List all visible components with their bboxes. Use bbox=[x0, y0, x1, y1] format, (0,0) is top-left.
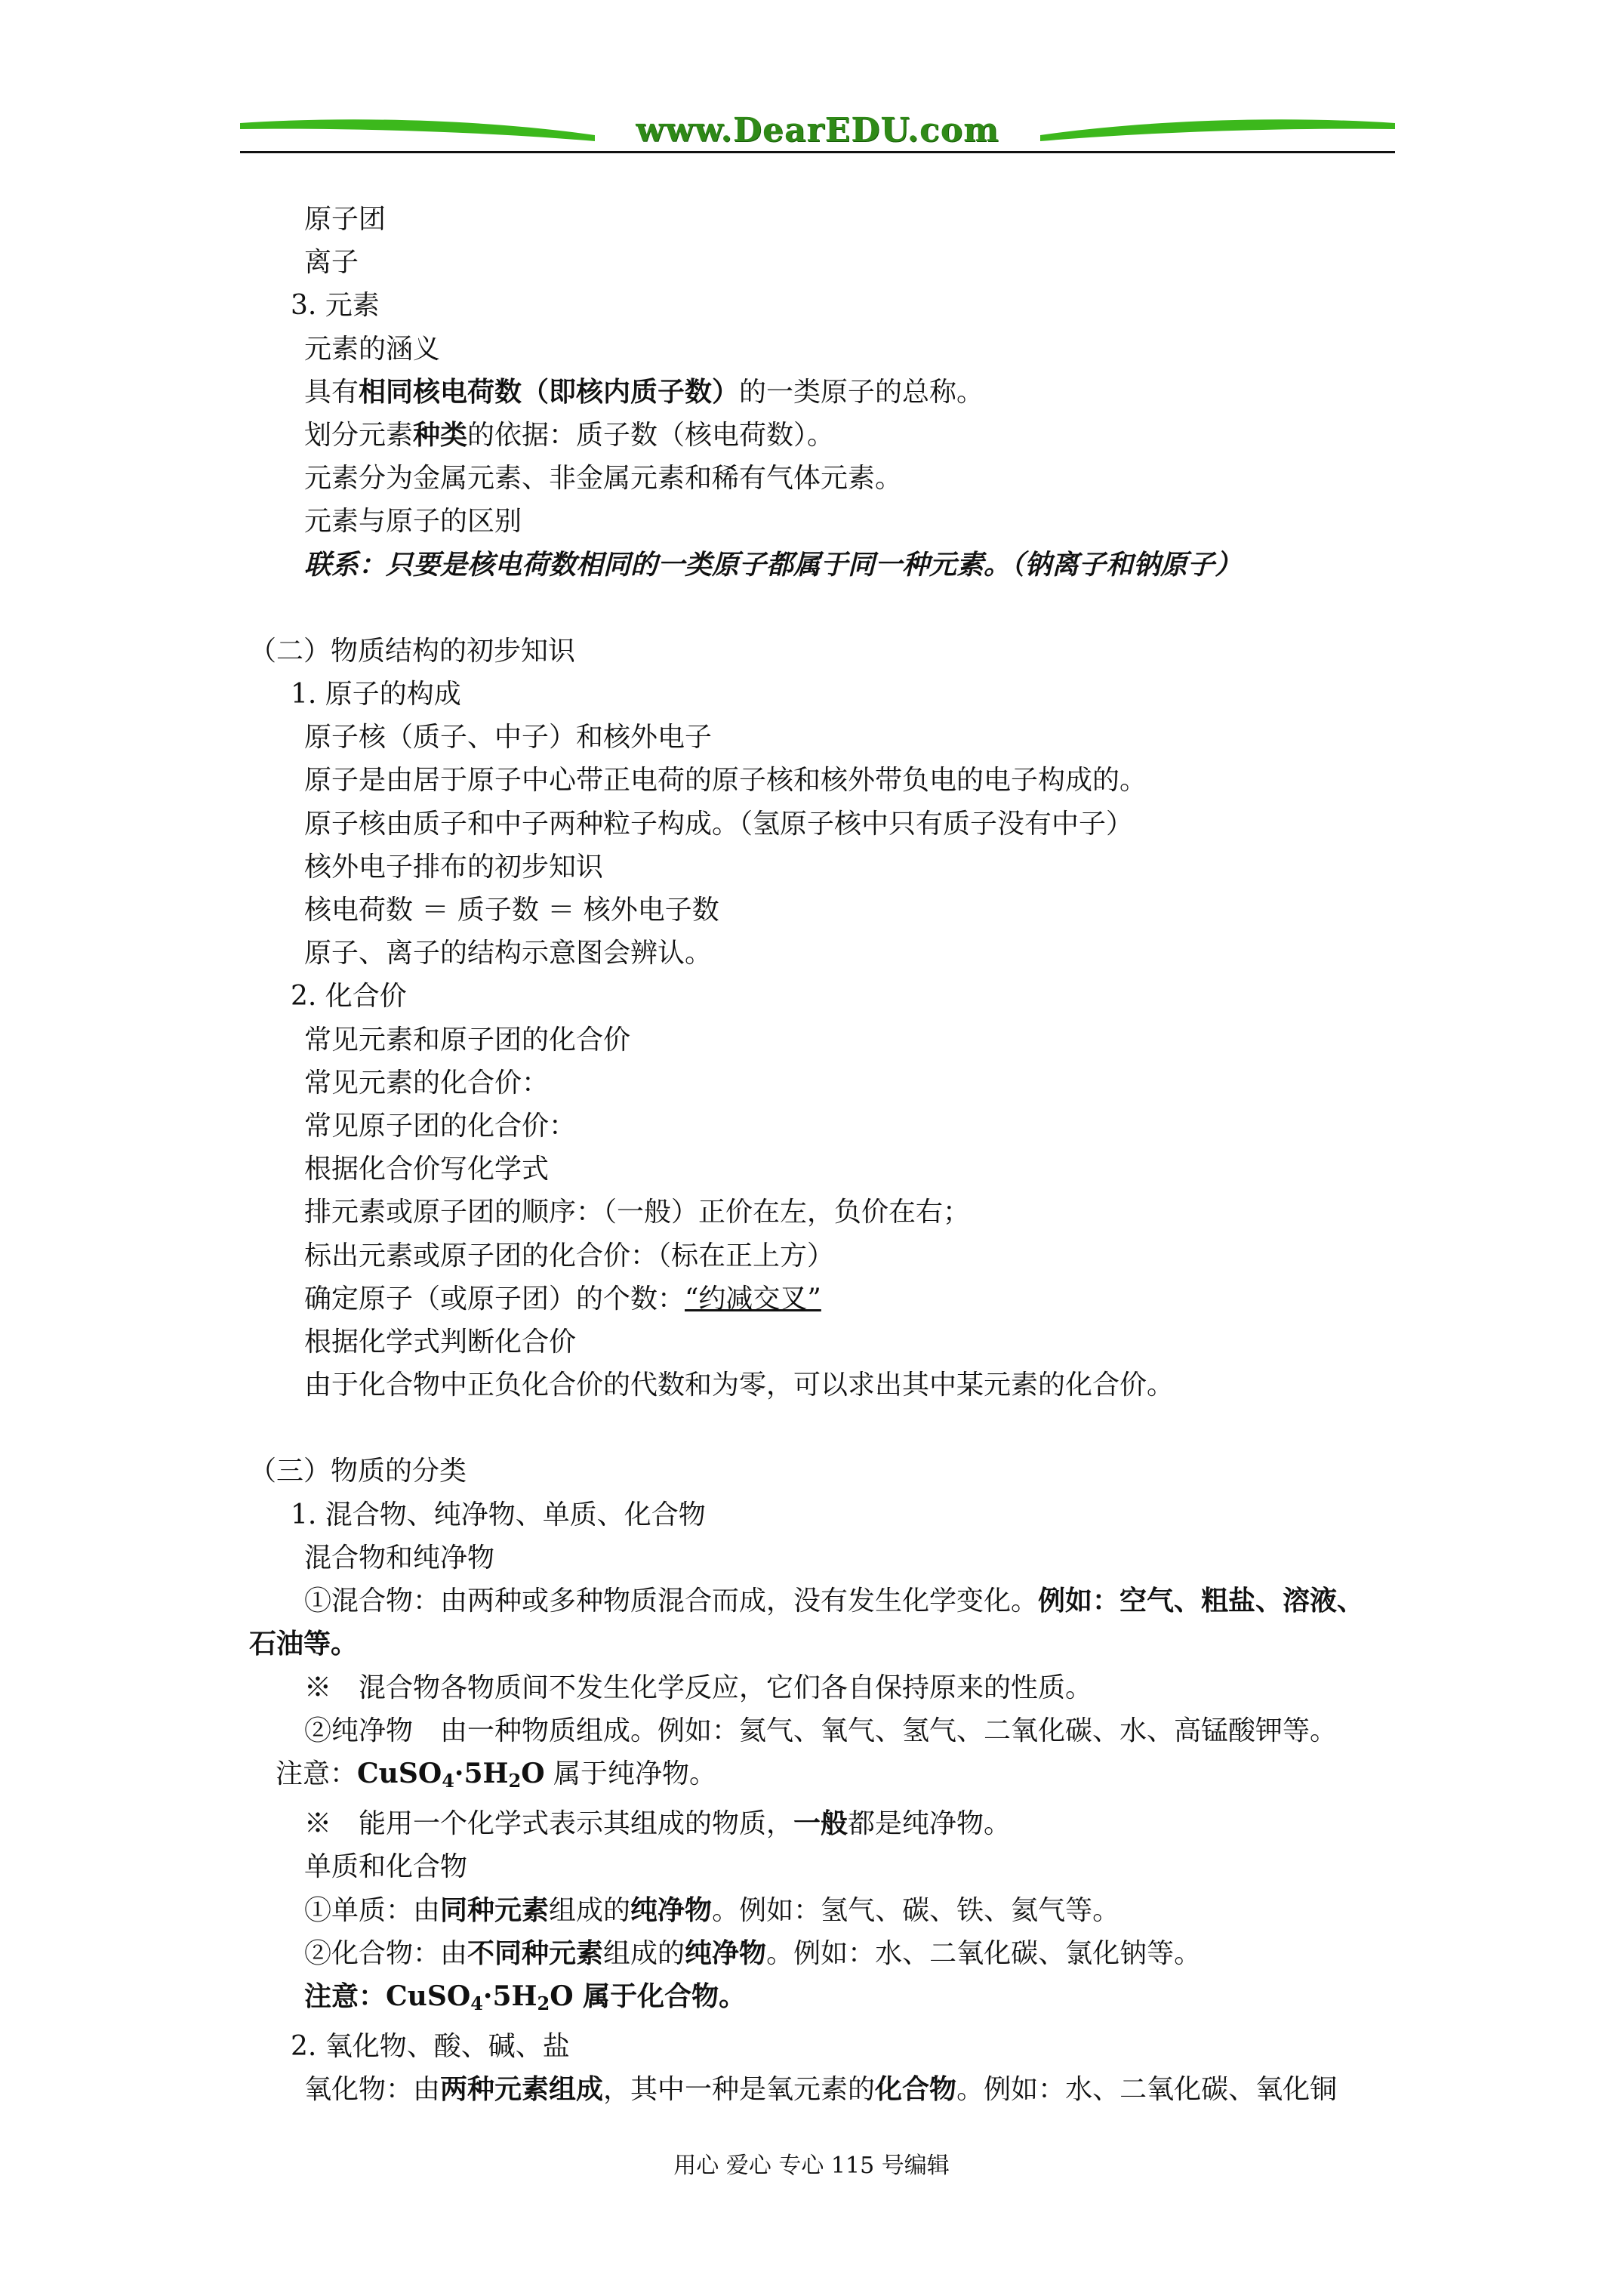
text-line: 原子、离子的结构示意图会辨认。 bbox=[304, 938, 713, 969]
text-line: 根据化学式判断化合价 bbox=[304, 1327, 577, 1358]
text-line: 元素与原子的区别 bbox=[304, 506, 522, 538]
text-line: 单质和化合物 bbox=[304, 1851, 468, 1883]
numbered-heading: 3. 元素 bbox=[291, 290, 380, 322]
text-line: 元素分为金属元素、非金属元素和稀有气体元素。 bbox=[304, 463, 903, 495]
text-line-continued: 石油等。 bbox=[249, 1628, 359, 1660]
text-line: 元素的涵义 bbox=[304, 333, 441, 365]
text-line: 确定原子（或原子团）的个数：“约减交叉” bbox=[304, 1283, 821, 1314]
text-line: 常见原子团的化合价： bbox=[304, 1111, 577, 1142]
section-heading: （二）物质结构的初步知识 bbox=[249, 635, 576, 667]
text-line: 原子核（质子、中子）和核外电子 bbox=[304, 722, 713, 754]
text-line: 常见元素和原子团的化合价 bbox=[304, 1024, 631, 1056]
note-line: 注意：$CuSO_4\cdot 5H_2O$ 属于纯净物。 bbox=[276, 1757, 717, 1792]
note-line: ※ 能用一个化学式表示其组成的物质，一般都是纯净物。 bbox=[304, 1808, 1012, 1840]
text-line: 原子团 bbox=[304, 204, 387, 235]
numbered-heading: 2. 氧化物、酸、碱、盐 bbox=[291, 2031, 570, 2063]
text-line: 离子 bbox=[304, 247, 359, 279]
text-line: ①混合物：由两种或多种物质混合而成，没有发生化学变化。例如：空气、粗盐、溶液、 bbox=[304, 1585, 1365, 1617]
note-line: ※ 混合物各物质间不发生化学反应，它们各自保持原来的性质。 bbox=[304, 1672, 1093, 1703]
text-line: 原子是由居于原子中心带正电荷的原子核和核外带负电的电子构成的。 bbox=[304, 765, 1147, 797]
emphasis-line: 联系：只要是核电荷数相同的一类原子都属于同一种元素。（钠离子和钠原子） bbox=[304, 548, 1243, 581]
text-line: 混合物和纯净物 bbox=[304, 1542, 495, 1573]
numbered-heading: 2. 化合价 bbox=[291, 981, 407, 1012]
text-line: ①单质：由同种元素组成的纯净物。例如：氢气、碳、铁、氦气等。 bbox=[304, 1894, 1120, 1926]
note-line: 注意：$CuSO_4\cdot 5H_2O$ 属于化合物。 bbox=[304, 1980, 747, 2014]
text-line: 核外电子排布的初步知识 bbox=[304, 851, 604, 883]
text-line: 具有相同核电荷数（即核内质子数）的一类原子的总称。 bbox=[304, 375, 984, 408]
site-logo-text[interactable]: www.DearEDU.com bbox=[636, 111, 999, 149]
site-header-banner bbox=[240, 109, 1395, 156]
text-line: ②纯净物 由一种物质组成。例如：氦气、氧气、氢气、二氧化碳、水、高锰酸钾等。 bbox=[304, 1715, 1338, 1746]
text-line: 标出元素或原子团的化合价：（标在正上方） bbox=[304, 1240, 835, 1271]
text-line: 原子核由质子和中子两种粒子构成。（氢原子核中只有质子没有中子） bbox=[304, 808, 1134, 840]
text-line: 排元素或原子团的顺序：（一般）正价在左，负价在右； bbox=[304, 1197, 971, 1228]
text-line: ②化合物：由不同种元素组成的纯净物。例如：水、二氧化碳、氯化钠等。 bbox=[304, 1937, 1202, 1969]
text-line: 划分元素种类的依据：质子数（核电荷数）。 bbox=[304, 419, 835, 451]
page-footer: 用心 爱心 专心 115 号编辑 bbox=[673, 2153, 950, 2179]
header-divider bbox=[240, 151, 1395, 153]
text-line: 常见元素的化合价： bbox=[304, 1067, 550, 1099]
numbered-heading: 1. 原子的构成 bbox=[291, 679, 461, 710]
document-body bbox=[249, 198, 1412, 2112]
section-heading: （三）物质的分类 bbox=[249, 1456, 467, 1487]
text-line: 氧化物：由两种元素组成，其中一种是氧元素的化合物。例如：水、二氧化碳、氧化铜 bbox=[304, 2073, 1338, 2106]
text-line: 根据化合价写化学式 bbox=[304, 1154, 550, 1185]
text-line: 核电荷数 ＝ 质子数 ＝ 核外电子数 bbox=[304, 895, 719, 926]
numbered-heading: 1. 混合物、纯净物、单质、化合物 bbox=[291, 1499, 706, 1530]
text-line: 由于化合物中正负化合价的代数和为零，可以求出其中某元素的化合价。 bbox=[304, 1370, 1175, 1401]
